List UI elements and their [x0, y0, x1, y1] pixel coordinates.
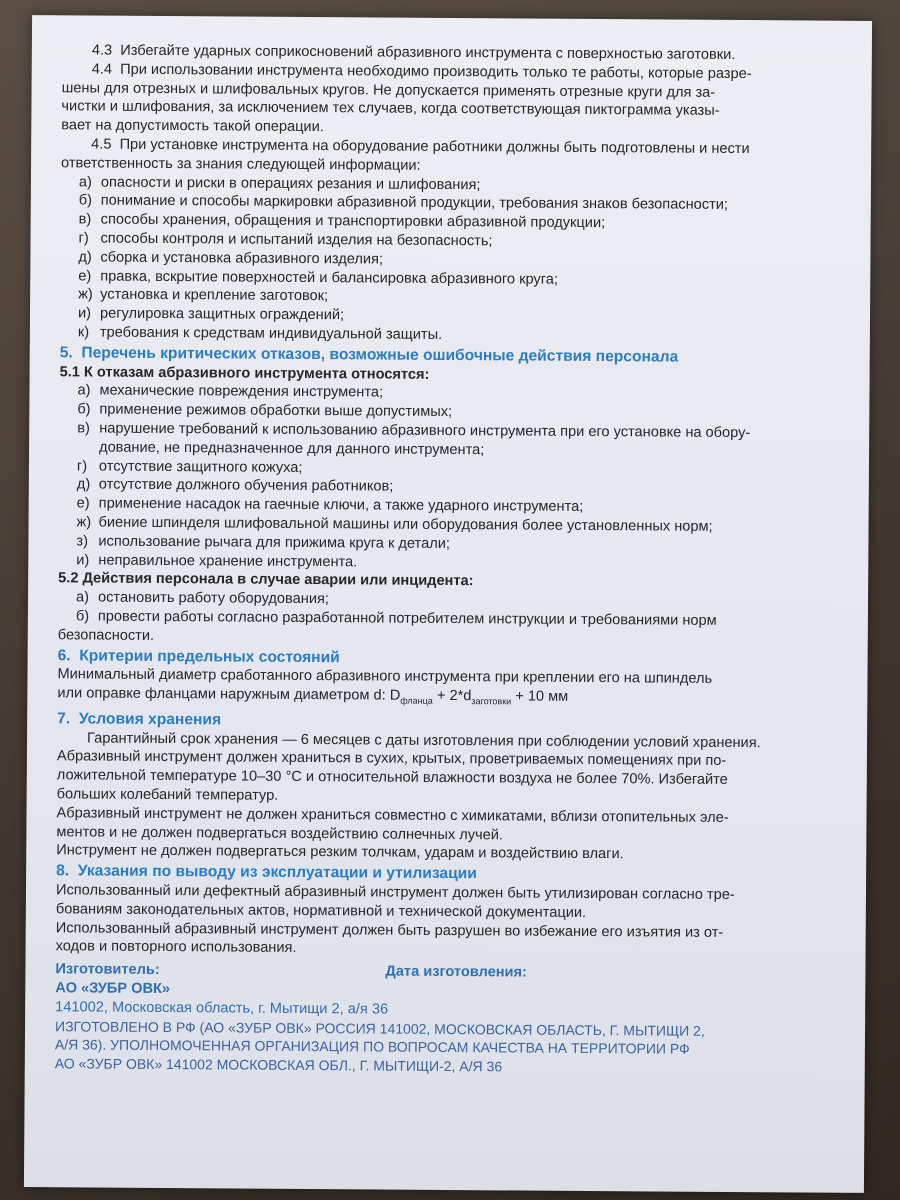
clause-5-2-tail: безопасности. — [57, 626, 155, 644]
clause-4-4-line: чистки и шлифования, за исключением тех случаев, когда соответствующая пиктограмма указы- — [61, 98, 720, 120]
clause-4-5 — [61, 135, 839, 178]
section-6-heading: 6. Критерии предельных состояний — [57, 646, 340, 666]
list-item-text: установка и крепление заготовок; — [100, 286, 329, 305]
caps-legal-block — [55, 1017, 833, 1079]
list-item-text: механические повреждения инструмента; — [99, 382, 384, 401]
formula-part: + 10 мм — [511, 688, 569, 705]
formula-subscript: заготовки — [471, 696, 512, 707]
clause-4-4-line: вает на допустимость такой операции. — [61, 117, 324, 136]
list-marker: д) — [78, 249, 92, 266]
formula-subscript: фланца — [400, 695, 433, 706]
list-marker: б) — [77, 401, 91, 418]
list-item — [60, 323, 838, 347]
list-marker: ж) — [76, 514, 92, 531]
list-marker: з) — [76, 533, 89, 550]
list-marker: ж) — [78, 286, 93, 303]
list-marker: г) — [78, 230, 89, 247]
list-item-text: провести работы согласно разработанной потребителем инструкции и требованиями норм — [97, 608, 717, 629]
list-item-text: способы контроля и испытаний изделия на безопасность; — [100, 230, 493, 250]
clause-4-5-line: 4.5 При установке инструмента на оборудование работники должны быть подготовлены и нести — [91, 136, 750, 158]
list-item-text: применение режимов обработки выше допустимых; — [99, 401, 453, 421]
list-item-text: регулировка защитных ограждений; — [99, 305, 345, 324]
list-marker: г) — [76, 457, 88, 475]
section-8-line: Использованный абразивный инструмент должен быть разрушен во избежание его изъятия из от- — [55, 919, 724, 941]
clause-4-4-line: 4.4 При использовании инструмента необходимо производить только те работы, которые разре- — [91, 61, 752, 82]
list-5-1 — [58, 382, 837, 575]
formula-part: или оправке фланцами наружным диаметром d: D — [57, 685, 401, 704]
manufacturer-label: Изготовитель: — [55, 961, 160, 979]
section-8-line: ходов и повторного использования. — [55, 938, 297, 957]
list-item-text: опасности и риски в операциях резания и шлифования; — [100, 174, 481, 193]
list-marker: в) — [78, 211, 92, 228]
section-6-text: Минимальный диаметр сработанного абразивного инструмента при креплении его на шпиндель — [57, 666, 713, 688]
list-marker: в) — [77, 420, 90, 437]
manufacture-date-label: Дата изготовления: — [385, 963, 527, 981]
list-marker: е) — [78, 267, 92, 285]
list-marker: а) — [78, 173, 92, 191]
list-item-text: неправильное хранение инструмента. — [98, 552, 358, 570]
list-item-text: требования к средствам индивидуальной защиты. — [99, 324, 443, 343]
list-marker: б) — [78, 192, 93, 209]
list-item-text: правка, вскрытие поверхностей и балансировка абразивного круга; — [100, 268, 558, 288]
section-8-heading: 8. Указания по выводу из эксплуатации и утилизации — [56, 862, 477, 883]
manufacturer-name: АО «ЗУБР ОВК» — [55, 980, 171, 998]
clause-5-1: 5.1 К отказам абразивного инструмента относятся: — [59, 363, 430, 383]
section-5-heading: 5. Перечень критических отказов, возможные ошибочные действия персонала — [59, 344, 679, 366]
section-7-line: Абразивный инструмент должен храниться в сухих, крытых, проветриваемых помещениях при по- — [56, 748, 727, 770]
list-item-text: дование, не предназначенное для данного инструмента; — [99, 439, 485, 458]
section-7-line: Инструмент не должен подвергаться резким толчкам, ударам и воздействию влаги. — [56, 842, 624, 863]
section-6-formula — [57, 684, 835, 713]
list-item-text: понимание и способы маркировки абразивной продукции, требования знаков безопасности; — [100, 192, 729, 214]
list-marker: а) — [77, 382, 91, 399]
clause-4-5-line: ответственность за знания следующей информации: — [61, 155, 421, 174]
clause-4-4-line: шены для отрезных и шлифовальных кругов. Не допускается применять отрезные круги для за- — [61, 79, 716, 101]
section-8-line: Использованный или дефектный абразивный инструмент должен быть утилизирован согласно тре- — [55, 882, 735, 903]
list-marker: д) — [76, 476, 91, 493]
list-item-text: отсутствие защитного кожуха; — [98, 458, 303, 476]
list-5-2 — [58, 588, 836, 631]
section-8-line: бованиям законодательных актов, нормативной и технической документации. — [55, 901, 587, 921]
list-item-text: нарушение требований к использованию абразивного инструмента при его установке на обору- — [99, 420, 751, 442]
sheet-content — [55, 41, 840, 1078]
clause-4-4 — [61, 60, 840, 141]
caps-line: ИЗГОТОВЛЕНО В РФ (АО «ЗУБР ОВК» РОССИЯ 141002, МОСКОВСКАЯ ОБЛАСТЬ, Г. МЫТИЩИ 2, — [54, 1017, 705, 1039]
list-item-text: способы хранения, обращения и транспортировки абразивной продукции; — [100, 211, 606, 232]
list-item-text: остановить работу оборудования; — [97, 589, 330, 608]
instruction-sheet — [24, 15, 872, 1193]
list-item-text: отсутствие должного обучения работников; — [98, 476, 394, 495]
section-7-text — [56, 729, 835, 866]
clause-5-2: 5.2 Действия персонала в случае аварии или инцидента: — [58, 570, 474, 590]
section-7-line: ментов и не должен подвергаться воздействию солнечных лучей. — [56, 823, 504, 843]
clause-4-3: 4.3 Избегайте ударных соприкосновений абразивного инструмента с поверхностью заготовки. — [91, 42, 736, 63]
list-item-text: биение шпинделя шлифовальной машины или оборудования более установленных норм; — [98, 514, 713, 535]
list-marker: б) — [75, 608, 90, 625]
formula-part: + 2*d — [432, 687, 472, 705]
section-7-line: Гарантийный срок хранения — 6 месяцев с даты изготовления при соблюдении условий хранения. — [86, 730, 761, 751]
section-7-line: ложительной температуре 10–30 °С и относительной влажности воздуха не более 70%. Избегайте — [56, 767, 728, 789]
list-item-text: использование рычага для прижима круга к детали; — [98, 533, 451, 552]
manufacturer-address: 141002, Московская область, г. Мытищи 2, а/я 36 — [55, 999, 389, 1018]
list-item-text: применение насадок на гаечные ключи, а также ударного инструмента; — [98, 495, 584, 516]
section-7-line: Абразивный инструмент не должен храниться совместно с химикатами, вблизи отопительных эле- — [56, 805, 729, 826]
list-marker: и) — [77, 305, 92, 322]
list-marker: и) — [76, 551, 90, 569]
list-marker: е) — [76, 495, 90, 512]
section-8-text — [56, 881, 835, 962]
list-marker: а) — [75, 589, 90, 606]
section-7-heading: 7. Условия хранения — [57, 710, 222, 729]
section-7-line: больших колебаний температур. — [56, 786, 279, 804]
caps-line: А/Я 36). УПОЛНОМОЧЕННАЯ ОРГАНИЗАЦИЯ ПО ВОПРОСАМ КАЧЕСТВА НА ТЕРРИТОРИИ РФ — [54, 1036, 690, 1058]
list-4-5 — [60, 173, 839, 348]
list-marker: к) — [77, 324, 90, 341]
caps-line: АО «ЗУБР ОВК» 141002 МОСКОВСКАЯ ОБЛ., Г. МЫТИЩИ-2, А/Я 36 — [54, 1055, 503, 1075]
list-item-text: сборка и установка абразивного изделия; — [100, 249, 384, 268]
